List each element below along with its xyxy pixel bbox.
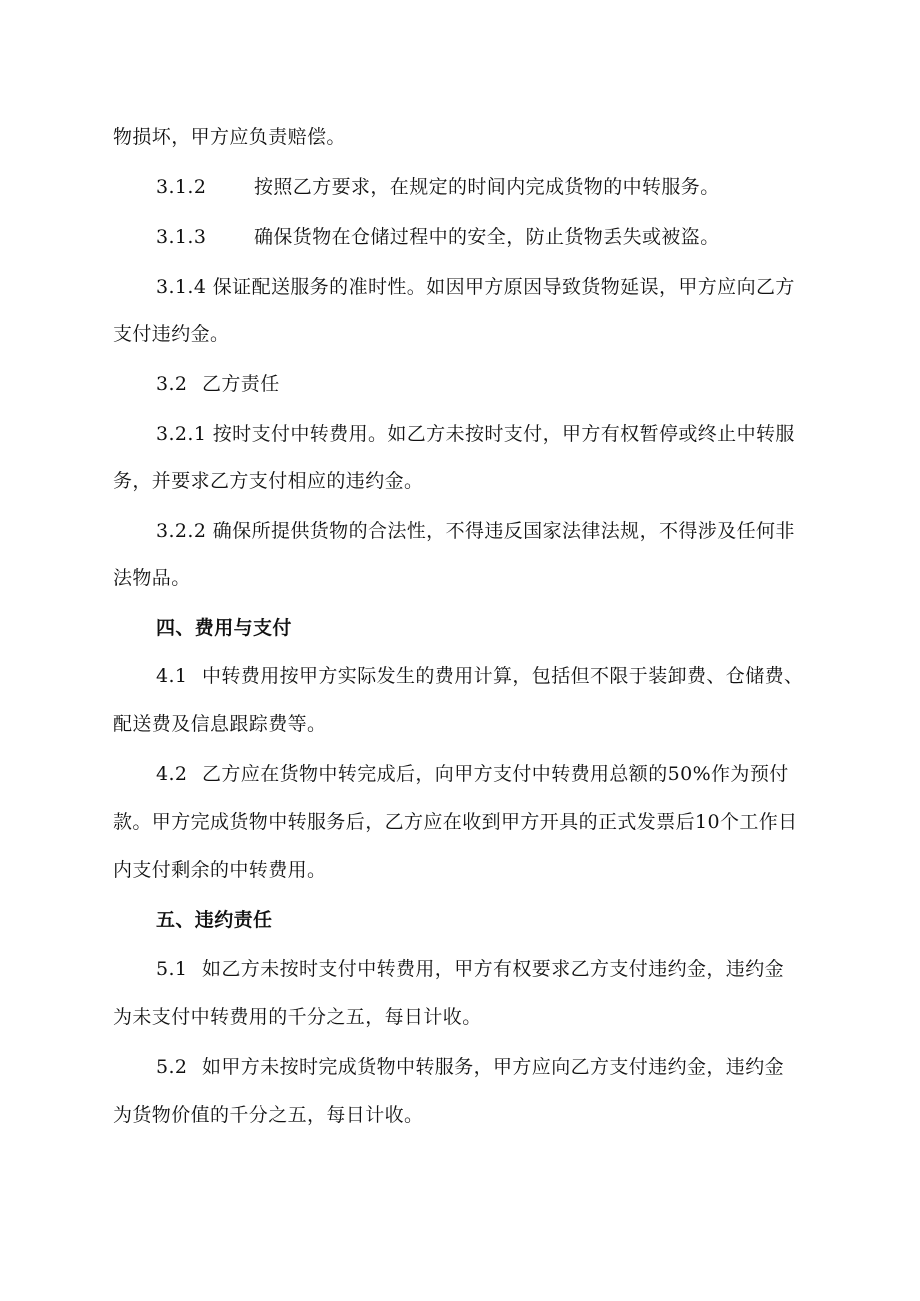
- text-line: [113, 468, 423, 494]
- clause-3-2-2: [156, 518, 795, 544]
- clause-text: 乙方责任: [202, 373, 280, 395]
- clause-number: 5.1: [156, 958, 188, 980]
- line-text: 为货物价值的千分之五，每日计收。: [113, 1104, 424, 1126]
- line-text: 款。甲方完成货物中转服务后，乙方应在收到甲方开具的正式发票后10个工作日: [113, 811, 798, 833]
- clause-3-1-3: [156, 224, 720, 250]
- text-line: [113, 1004, 482, 1030]
- clause-3-2-1: [156, 421, 795, 447]
- text-line: [113, 809, 798, 835]
- line-text: 为未支付中转费用的千分之五，每日计收。: [113, 1006, 482, 1028]
- line-text: 内支付剩余的中转费用。: [113, 859, 327, 881]
- clause-3-1-2: [156, 174, 720, 200]
- line-text: 3.2.2 确保所提供货物的合法性，不得违反国家法律法规，不得涉及任何非: [156, 520, 795, 542]
- line-text: 务，并要求乙方支付相应的违约金。: [113, 470, 424, 492]
- clause-number: 3.1.3: [156, 226, 207, 248]
- clause-text: 如乙方未按时支付中转费用，甲方有权要求乙方支付违约金，违约金: [202, 958, 785, 980]
- line-text: 支付违约金。: [113, 323, 230, 345]
- line-text: 物损坏，甲方应负责赔偿。: [113, 126, 346, 148]
- text-line: [113, 857, 326, 883]
- text-line: [113, 1102, 423, 1128]
- clause-3-1-4: [156, 274, 795, 300]
- section-3-2: [156, 371, 280, 397]
- clause-4-2: [156, 761, 789, 787]
- section-heading-5: [156, 907, 272, 933]
- line-text: 配送费及信息跟踪费等。: [113, 713, 327, 735]
- text-line: [113, 711, 326, 737]
- text-line: [113, 321, 229, 347]
- line-text: 3.2.1 按时支付中转费用。如乙方未按时支付，甲方有权暂停或终止中转服: [156, 423, 795, 445]
- clause-text: 如甲方未按时完成货物中转服务，甲方应向乙方支付违约金，违约金: [202, 1056, 785, 1078]
- clause-text: 乙方应在货物中转完成后，向甲方支付中转费用总额的50%作为预付: [202, 763, 789, 785]
- clause-text: 按照乙方要求，在规定的时间内完成货物的中转服务。: [254, 176, 720, 198]
- text-line: [113, 124, 346, 150]
- clause-number: 4.2: [156, 763, 188, 785]
- heading-text: 五、违约责任: [156, 909, 273, 931]
- line-text: 法物品。: [113, 567, 191, 589]
- clause-number: 4.1: [156, 665, 188, 687]
- clause-number: 3.1.2: [156, 176, 207, 198]
- clause-text: 确保货物在仓储过程中的安全，防止货物丢失或被盗。: [254, 226, 720, 248]
- clause-4-1: [156, 663, 803, 689]
- text-line: [113, 565, 191, 591]
- clause-5-2: [156, 1054, 784, 1080]
- clause-5-1: [156, 956, 784, 982]
- clause-number: 5.2: [156, 1056, 188, 1078]
- line-text: 3.1.4 保证配送服务的准时性。如因甲方原因导致货物延误，甲方应向乙方: [156, 276, 795, 298]
- clause-text: 中转费用按甲方实际发生的费用计算，包括但不限于装卸费、仓储费、: [202, 665, 804, 687]
- clause-number: 3.2: [156, 373, 188, 395]
- heading-text: 四、费用与支付: [156, 617, 292, 639]
- section-heading-4: [156, 615, 292, 641]
